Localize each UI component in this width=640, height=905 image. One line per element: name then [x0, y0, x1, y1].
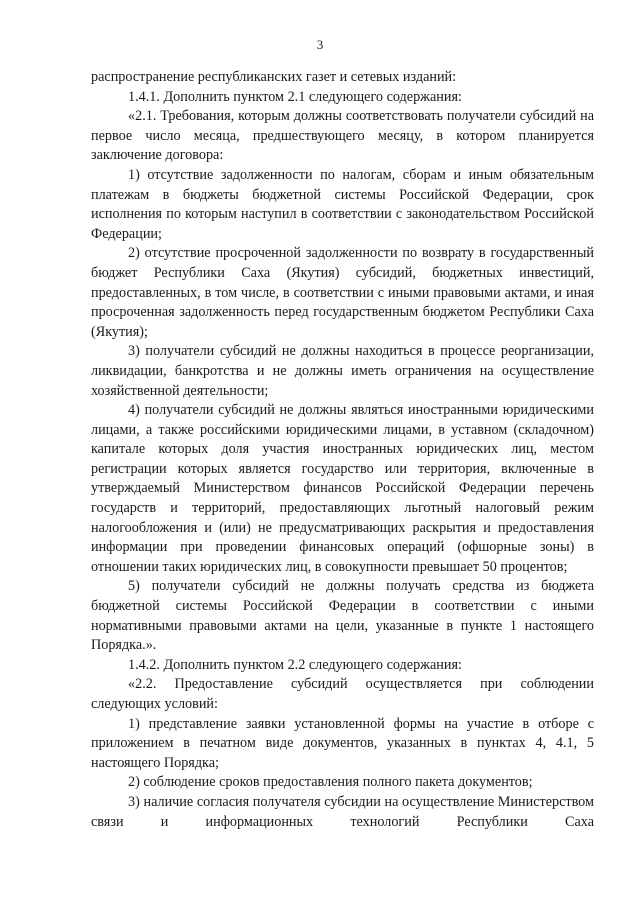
paragraph-requirement-5: 5) получатели субсидий не должны получать средства из бюджета бюджетной системы Российской Федерации в соответствии с иными нормативными правовыми актами на цели, указанные в пункте 1 настоящего Порядка.». — [91, 578, 594, 654]
paragraph-clause-2-1: «2.1. Требования, которым должны соответствовать получатели субсидий на первое число месяца, предшествующего месяцу, в котором планируется заключение договора: — [91, 108, 594, 164]
paragraph-requirement-3: 3) получатели субсидий не должны находиться в процессе реорганизации, ликвидации, банкротства и не должны иметь ограничения на осуществление хозяйственной деятельности; — [91, 343, 594, 399]
paragraph-item-1-4-2: 1.4.2. Дополнить пунктом 2.2 следующего содержания: — [128, 656, 462, 673]
paragraph-condition-1: 1) представление заявки установленной формы на участие в отборе с приложением в печатном виде документов, указанных в пунктах 4, 4.1, 5 настоящего Порядка; — [91, 715, 594, 771]
paragraph-requirement-4: 4) получатели субсидий не должны являться иностранными юридическими лицами, а также российскими юридическими лицами, в уставном (складочном) капитале которых доля участия иностранных юридических лиц, местом регистрации которых является государство или территория, включенные в утверждаемый Министерством финансов Российской Федерации перечень государств и территорий, предоставляющих льготный налоговый режим налогообложения и (или) не предусматривающих раскрытия и предоставления информации при проведении финансовых операций (офшорные зоны) в отношении таких юридических лиц, в совокупности превышает 50 процентов; — [91, 402, 594, 575]
document-body — [91, 68, 594, 832]
paragraph-requirement-2: 2) отсутствие просроченной задолженности по возврату в государственный бюджет Республики Саха (Якутия) субсидий, бюджетных инвестиций, предоставленных, в том числе, в соответствии с иными правовыми актами, и иная просроченная задолженность перед государственным бюджетом Республики Саха (Якутия); — [91, 245, 594, 340]
paragraph-condition-2: 2) соблюдение сроков предоставления полного пакета документов; — [128, 774, 533, 791]
page-number: 3 — [316, 37, 324, 52]
paragraph-requirement-1: 1) отсутствие задолженности по налогам, сборам и иным обязательным платежам в бюджеты бюджетной системы Российской Федерации, срок исполнения по которым наступил в соответствии с законодательством Российской Федерации; — [91, 166, 594, 242]
paragraph-condition-3: 3) наличие согласия получателя субсидии на осуществление Министерством связи и информационных технологий Республики Саха — [91, 793, 594, 830]
paragraph-clause-2-2: «2.2. Предоставление субсидий осуществляется при соблюдении следующих условий: — [91, 676, 594, 712]
paragraph-continuation: распространение республиканских газет и сетевых изданий: — [91, 69, 457, 85]
paragraph-item-1-4-1: 1.4.1. Дополнить пунктом 2.1 следующего содержания: — [128, 88, 462, 105]
